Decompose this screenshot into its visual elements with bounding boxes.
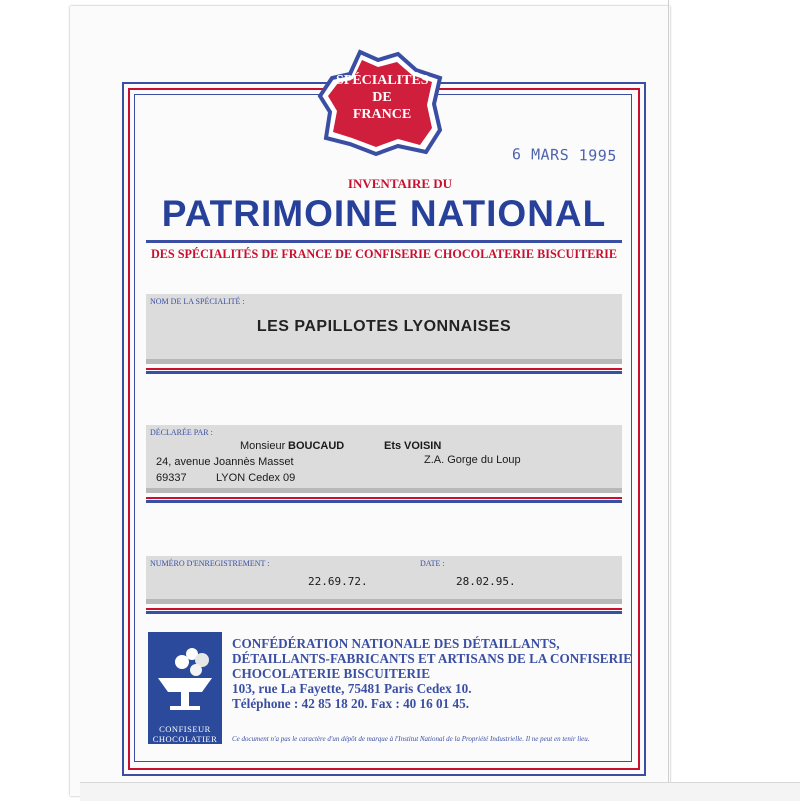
- registration-number: 22.69.72.: [308, 575, 368, 588]
- fruit-bowl-icon: [152, 640, 218, 714]
- badge-line-2: DE: [372, 90, 392, 105]
- date-stamp: 6 MARS 1995: [511, 145, 617, 165]
- paper-bottom-edge: [80, 782, 800, 801]
- city: LYON Cedex 09: [216, 472, 296, 484]
- declarant-surname: BOUCAUD: [288, 440, 345, 452]
- disclaimer: Ce document n'a pas le caractère d'un dépôt de marque à l'Institut National de la Propriété Industrielle. Il ne peut en tenir lieu.: [232, 735, 590, 743]
- title-underline: [146, 240, 622, 243]
- address-line-2: Z.A. Gorge du Loup: [424, 454, 521, 466]
- specialite-value: LES PAPILLOTES LYONNAISES: [256, 318, 512, 335]
- org-phone: Téléphone : 42 85 18 20. Fax : 40 16 01 45.: [232, 696, 470, 711]
- org-line-1: CONFÉDÉRATION NATIONALE DES DÉTAILLANTS,: [232, 636, 560, 651]
- logo-line-1: CONFISEUR: [159, 724, 211, 734]
- badge-line-1: SPÉCIALITÉS: [336, 73, 429, 88]
- org-line-3: CHOCOLATERIE BISCUITERIE: [232, 666, 430, 681]
- registration-number-label: NUMÉRO D'ENREGISTREMENT :: [150, 559, 270, 568]
- address-line-1: 24, avenue Joannès Masset: [156, 456, 294, 468]
- org-line-2: DÉTAILLANTS-FABRICANTS ET ARTISANS DE LA CONFISERIE: [232, 651, 633, 666]
- registration-date: 28.02.95.: [456, 575, 516, 588]
- registration-date-label: DATE :: [420, 559, 445, 568]
- company-prefix: Ets: [384, 440, 402, 452]
- page-subtitle: DES SPÉCIALITÉS DE FRANCE DE CONFISERIE CHOCOLATERIE BISCUITERIE: [150, 247, 618, 261]
- paper-edge: [668, 0, 669, 800]
- declaree-label: DÉCLARÉE PAR :: [150, 428, 213, 437]
- badge-line-3: FRANCE: [352, 107, 412, 122]
- org-address: 103, rue La Fayette, 75481 Paris Cedex 10.: [232, 681, 472, 696]
- page-title: PATRIMOINE NATIONAL: [161, 193, 607, 234]
- company-name: VOISIN: [404, 440, 442, 452]
- inventory-label: INVENTAIRE DU: [347, 176, 453, 191]
- logo-line-2: CHOCOLATIER: [152, 734, 218, 744]
- declarant-civility: Monsieur: [240, 440, 286, 452]
- postcode: 69337: [156, 472, 187, 484]
- specialite-label: NOM DE LA SPÉCIALITÉ :: [150, 297, 245, 306]
